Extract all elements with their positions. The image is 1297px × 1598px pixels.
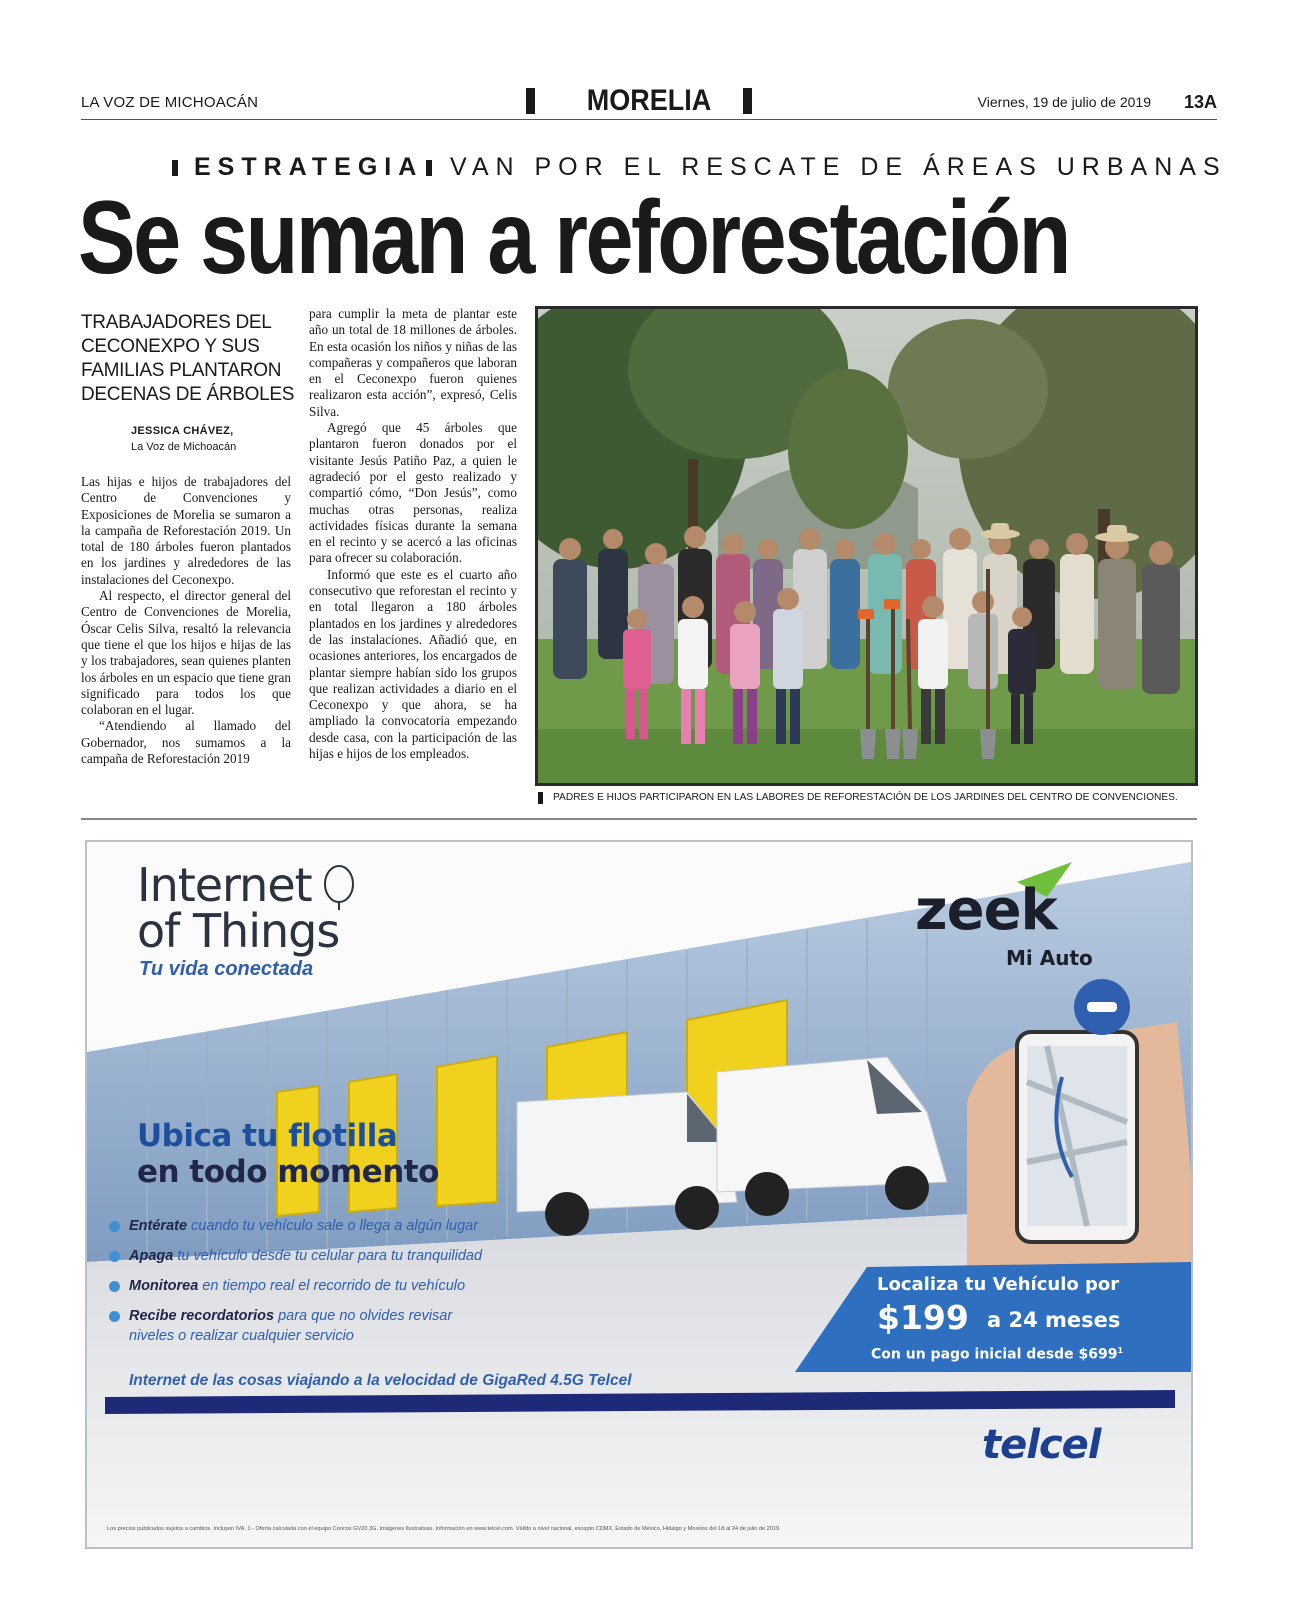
caption-mark <box>538 792 543 804</box>
ad-headline <box>137 1118 439 1190</box>
feature-text: tu vehículo desde tu celular para tu tranquilidad <box>173 1248 483 1264</box>
zeek-subtitle: Mi Auto <box>1006 946 1093 970</box>
feature-item <box>109 1216 482 1236</box>
photo-caption: PADRES E HIJOS PARTICIPARON EN LAS LABORES DE REFORESTACIÓN DE LOS JARDINES DEL CENTRO DE CONVENCIONES. <box>553 792 1178 803</box>
byline <box>131 425 291 453</box>
author-name: JESSICA CHÁVEZ, <box>131 425 234 437</box>
kicker-label: ESTRATEGIA <box>194 153 424 181</box>
feature-item <box>109 1306 482 1326</box>
bullet-icon <box>109 1311 120 1322</box>
offer-line: Localiza tu Vehículo por <box>877 1274 1120 1295</box>
advertisement <box>85 840 1193 1549</box>
group-photo-illustration <box>538 309 1195 783</box>
ad-headline-line: Ubica tu flotilla <box>137 1118 398 1154</box>
bullet-icon <box>109 1251 120 1262</box>
offer-term: a 24 meses <box>987 1308 1121 1332</box>
paragraph: Agregó que 45 árboles que plantaron fueron donados por el visitante Jesús Patiño Paz, a quien le agradeció por el gesto realizado y compartió cómo, “Don Jesús”, como muchas otras personas, realiza actividades físicas durante la semana en el recinto y se acercó a las oficinas para ofrecer su colaboración. <box>309 420 517 566</box>
offer-price: $199 <box>877 1298 969 1337</box>
author-org: La Voz de Michoacán <box>131 441 237 453</box>
article-column-1 <box>81 474 291 767</box>
paragraph: Informó que este es el cuarto año consecutivo que reforestan el recinto y en total llegaron a 180 árboles plantados en los jardines y alrededores de las instalaciones. Añadió que, en ocasiones anteriores, los encargados de plantar siempre habían sido los grupos que realizan actividades a diario en el Ceconexpo y que ahora, se ha ampliado la convocatoria empezando desde casa, con la participación de las hijas e hijos de los empleados. <box>309 566 517 762</box>
feature-text: cuando tu vehículo sale o llega a algún lugar <box>187 1218 479 1234</box>
kicker-mark <box>172 160 178 176</box>
offer-down-payment <box>871 1346 1123 1363</box>
footnote-mark: 1 <box>1117 1346 1124 1355</box>
telcel-logo: telcel <box>982 1422 1101 1468</box>
down-payment-text: Con un pago inicial desde $699 <box>871 1346 1118 1363</box>
issue-date: Viernes, 19 de julio de 2019 <box>977 94 1151 110</box>
page-header <box>81 84 1217 120</box>
deck-line: DECENAS DE ÁRBOLES <box>81 384 295 405</box>
iot-tagline: Tu vida conectada <box>139 958 314 980</box>
bullet-icon <box>109 1281 120 1292</box>
section-title: MORELIA <box>586 84 712 117</box>
feature-bold: Monitorea <box>129 1278 199 1294</box>
iot-line: Internet <box>137 858 312 912</box>
feature-item <box>109 1276 482 1296</box>
page-number: 13A <box>1183 92 1217 112</box>
paragraph: Al respecto, el director general del Centro de Convenciones de Morelia, Óscar Celis Silva, resaltó la relevancia que tiene el que los hijos e hijas de las y los trabajadores, sean quienes planten los árboles en un espacio que tiene gran significado para todos los que colaboran en el lugar. <box>81 588 291 718</box>
feature-list <box>109 1216 482 1346</box>
feature-text: para que no olvides revisar <box>274 1308 453 1324</box>
paragraph: “Atendiendo al llamado del Gobernador, nos sumamos a la campaña de Reforestación 2019 <box>81 718 291 767</box>
article-photo <box>535 306 1198 786</box>
headline: Se suman a reforestación <box>78 180 1069 296</box>
deck <box>81 311 295 407</box>
feature-bold: Recibe recordatorios <box>129 1308 275 1324</box>
section-bar-right <box>743 88 752 114</box>
section-bar-left <box>526 88 535 114</box>
price-offer <box>801 1262 1193 1372</box>
bullet-icon <box>109 1221 120 1232</box>
deck-line: TRABAJADORES DEL <box>81 312 272 333</box>
ad-headline-line: en todo momento <box>137 1154 439 1190</box>
paragraph: Las hijas e hijos de trabajadores del Centro de Convenciones y Exposiciones de Morelia se sumaron a la campaña de Reforestación 2019. Un total de 180 árboles fueron plantados en los jardines y alrededores de las instalaciones del Ceconexpo. <box>81 474 291 587</box>
feature-item <box>109 1246 482 1266</box>
deck-line: FAMILIAS PLANTARON <box>81 360 282 381</box>
newspaper-name: LA VOZ DE MICHOACÁN <box>81 94 259 111</box>
deck-line: CECONEXPO Y SUS <box>81 336 260 357</box>
kicker <box>172 153 1227 183</box>
feature-bold: Entérate <box>129 1218 188 1234</box>
kicker-text: VAN POR EL RESCATE DE ÁREAS URBANAS <box>450 153 1227 181</box>
ad-slogan: Internet de las cosas viajando a la velocidad de GigaRed 4.5G Telcel <box>129 1372 632 1389</box>
feature-continuation: niveles o realizar cualquier servicio <box>129 1328 354 1344</box>
section-divider <box>81 818 1197 820</box>
article-column-2 <box>309 306 517 762</box>
iot-line: of Things <box>137 904 340 958</box>
feature-bold: Apaga <box>129 1248 174 1264</box>
feature-text: en tiempo real el recorrido de tu vehículo <box>198 1278 466 1294</box>
iot-logo <box>137 858 340 958</box>
zeek-logo: zeek <box>915 878 1057 943</box>
kicker-separator <box>426 160 432 176</box>
fine-print: Los precios publicados sujetos a cambios. Incluyen IVA. 1.- Oferta calculada con el equipo Concox GV20 3G. Imágenes Ilustrativas. Información en www.telcel.com. Válido a nivel nacional, excepto CDMX, Estado de México, Hidalgo y Morelos del 18 al 24 de julio de 2019. <box>107 1526 781 1532</box>
paragraph: para cumplir la meta de plantar este año un total de 18 millones de árboles. En esta ocasión los niños y niñas de las compañeras y compañeros que laboran en el Ceconexpo fueron quienes realizaron esta acción”, expresó, Celis Silva. <box>309 306 517 419</box>
